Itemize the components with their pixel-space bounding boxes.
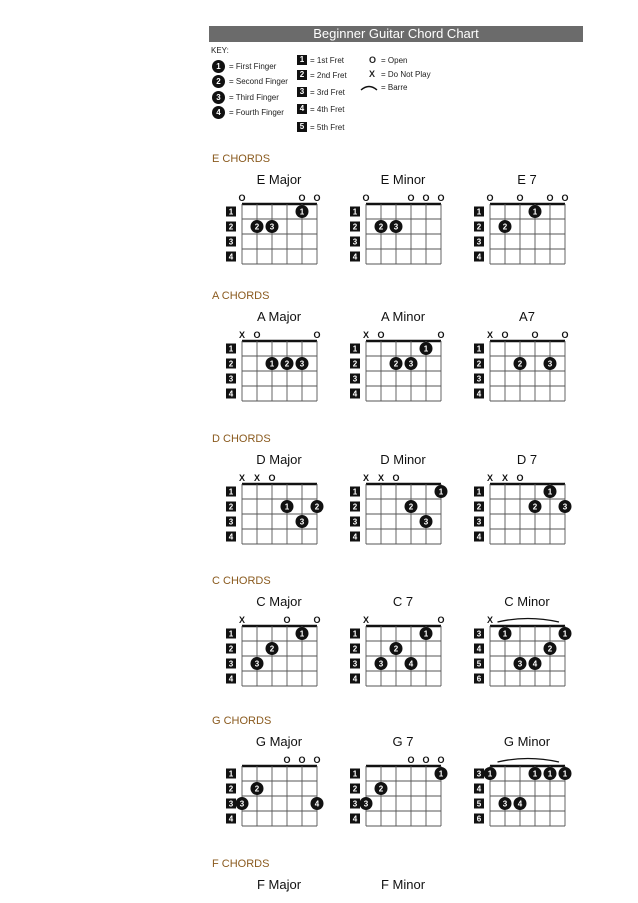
fret-number: 4 — [228, 814, 234, 824]
chord-name: G Major — [255, 734, 303, 749]
chord-name: A7 — [519, 309, 535, 324]
fret-number: 3 — [352, 517, 358, 527]
chord-diagram — [226, 452, 324, 544]
fret-1-label: = 1st Fret — [310, 56, 345, 65]
fret-number: 2 — [352, 359, 358, 369]
open-marker: O — [437, 330, 445, 340]
fret-number: 1 — [476, 487, 482, 497]
finger-2-label: = Second Finger — [229, 77, 288, 86]
finger-number: 4 — [517, 799, 523, 809]
chord-diagram — [350, 734, 448, 826]
open-marker: O — [437, 615, 445, 625]
open-marker: O — [501, 330, 509, 340]
finger-number: 4 — [532, 659, 538, 669]
finger-number: 2 — [502, 222, 508, 232]
chord-name: F Major — [256, 877, 302, 892]
barre-label: = Barre — [381, 83, 408, 92]
open-marker: O — [422, 193, 430, 203]
finger-number: 2 — [393, 359, 399, 369]
fret-number: 2 — [352, 644, 358, 654]
chord-name: E Minor — [380, 172, 426, 187]
open-marker: O — [407, 755, 415, 765]
key-label: KEY: — [211, 46, 229, 55]
mute-marker: X — [362, 615, 370, 625]
finger-number: 3 — [517, 659, 523, 669]
finger-number: 1 — [438, 769, 444, 779]
chart-title: Beginner Guitar Chord Chart — [313, 26, 479, 41]
fret-number: 4 — [228, 532, 234, 542]
finger-number: 1 — [299, 207, 305, 217]
fret-number: 4 — [352, 674, 358, 684]
fret-number: 1 — [228, 629, 234, 639]
finger-number: 2 — [314, 502, 320, 512]
fret-number: 5 — [476, 799, 482, 809]
fret-number: 2 — [352, 502, 358, 512]
chord-diagram — [226, 172, 321, 264]
finger-number: 1 — [438, 487, 444, 497]
fret-number: 6 — [476, 814, 482, 824]
fret-number: 3 — [352, 374, 358, 384]
fret-number: 4 — [228, 252, 234, 262]
finger-number: 3 — [378, 659, 384, 669]
open-marker: O — [377, 330, 385, 340]
fret-number: 2 — [476, 222, 482, 232]
chord-diagram — [474, 309, 569, 401]
fret-number: 4 — [476, 644, 482, 654]
open-marker: O — [253, 330, 261, 340]
section-heading: D CHORDS — [212, 433, 271, 445]
fret-number: 3 — [476, 374, 482, 384]
fret-number: 3 — [476, 769, 482, 779]
finger-number: 2 — [254, 784, 260, 794]
fret-number: 3 — [228, 374, 234, 384]
open-marker: O — [313, 615, 321, 625]
mute-marker: X — [238, 473, 246, 483]
fret-4-icon: 4 — [297, 104, 307, 114]
open-marker: O — [298, 755, 306, 765]
open-marker: O — [561, 193, 569, 203]
finger-3-label: = Third Finger — [229, 93, 279, 102]
chord-name: C 7 — [392, 594, 414, 609]
chord-name: A Minor — [380, 309, 426, 324]
fret-3-icon: 3 — [297, 87, 307, 97]
open-marker: O — [516, 193, 524, 203]
fret-number: 3 — [476, 629, 482, 639]
open-marker: O — [362, 193, 370, 203]
open-marker: O — [313, 330, 321, 340]
finger-number: 1 — [547, 769, 553, 779]
finger-number: 1 — [269, 359, 275, 369]
fret-number: 3 — [476, 237, 482, 247]
chord-name: D Major — [256, 452, 302, 467]
fret-number: 4 — [228, 674, 234, 684]
finger-number: 4 — [314, 799, 320, 809]
fret-number: 3 — [228, 799, 234, 809]
open-marker: O — [313, 193, 321, 203]
fret-5-icon: 5 — [297, 122, 307, 132]
chord-diagram — [350, 594, 445, 686]
finger-number: 1 — [547, 487, 553, 497]
finger-number: 1 — [487, 769, 493, 779]
barre-arc — [498, 619, 560, 623]
finger-number: 1 — [299, 629, 305, 639]
finger-number: 2 — [393, 644, 399, 654]
chord-diagram — [226, 309, 321, 401]
finger-number: 3 — [299, 359, 305, 369]
fret-number: 2 — [228, 784, 234, 794]
mute-marker: X — [501, 473, 509, 483]
finger-number: 2 — [284, 359, 290, 369]
chord-name: D 7 — [516, 452, 538, 467]
fret-number: 2 — [476, 359, 482, 369]
chord-diagram — [257, 877, 302, 892]
chord-diagram — [474, 594, 572, 686]
open-symbol-icon: O — [369, 55, 377, 65]
open-marker: O — [437, 755, 445, 765]
open-label: = Open — [381, 56, 408, 65]
fret-number: 1 — [228, 487, 234, 497]
fret-1-icon: 1 — [297, 55, 307, 65]
finger-number: 2 — [378, 784, 384, 794]
finger-number: 2 — [408, 502, 414, 512]
section-heading: A CHORDS — [212, 290, 270, 302]
chord-diagram — [350, 172, 445, 264]
fret-number: 1 — [352, 769, 358, 779]
mute-marker: X — [238, 330, 246, 340]
finger-number: 1 — [532, 769, 538, 779]
chord-name: G Minor — [503, 734, 551, 749]
fret-number: 2 — [228, 359, 234, 369]
chord-name: A Major — [256, 309, 302, 324]
finger-number: 3 — [562, 502, 568, 512]
section-heading: F CHORDS — [212, 858, 270, 870]
open-marker: O — [238, 193, 246, 203]
finger-number: 1 — [502, 629, 508, 639]
finger-4-icon: 4 — [212, 106, 225, 119]
mute-marker: X — [238, 615, 246, 625]
fret-number: 3 — [352, 799, 358, 809]
fret-3-label: = 3rd Fret — [310, 88, 345, 97]
chord-diagram — [474, 734, 572, 826]
fret-number: 3 — [352, 237, 358, 247]
open-marker: O — [486, 193, 494, 203]
chord-name: F Minor — [380, 877, 426, 892]
fret-number: 1 — [352, 344, 358, 354]
finger-number: 2 — [547, 644, 553, 654]
finger-number: 3 — [299, 517, 305, 527]
mute-marker: X — [362, 473, 370, 483]
open-marker: O — [313, 755, 321, 765]
finger-number: 1 — [423, 344, 429, 354]
chord-diagram — [226, 594, 321, 686]
finger-number: 1 — [562, 629, 568, 639]
fret-number: 4 — [476, 389, 482, 399]
fret-number: 2 — [476, 502, 482, 512]
fret-number: 4 — [228, 389, 234, 399]
fret-number: 6 — [476, 674, 482, 684]
fret-number: 2 — [352, 222, 358, 232]
section-heading: E CHORDS — [212, 153, 271, 165]
fret-number: 3 — [476, 517, 482, 527]
mute-marker: X — [486, 473, 494, 483]
fret-number: 1 — [228, 769, 234, 779]
barre-arc — [498, 759, 560, 763]
fret-number: 1 — [476, 207, 482, 217]
mute-symbol-icon: X — [369, 69, 376, 79]
finger-number: 3 — [393, 222, 399, 232]
chord-diagram — [350, 309, 445, 401]
fret-number: 2 — [352, 784, 358, 794]
open-marker: O — [283, 755, 291, 765]
fret-number: 3 — [228, 237, 234, 247]
finger-number: 3 — [408, 359, 414, 369]
open-marker: O — [392, 473, 400, 483]
fret-number: 1 — [352, 207, 358, 217]
finger-1-icon: 1 — [212, 60, 225, 73]
mute-label: = Do Not Play — [381, 70, 431, 79]
chord-diagram — [474, 172, 569, 264]
mute-marker: X — [377, 473, 385, 483]
finger-number: 3 — [254, 659, 260, 669]
open-marker: O — [546, 193, 554, 203]
chord-diagram — [350, 452, 448, 544]
finger-number: 3 — [363, 799, 369, 809]
finger-number: 2 — [532, 502, 538, 512]
open-marker: O — [437, 193, 445, 203]
fret-number: 2 — [228, 644, 234, 654]
mute-marker: X — [486, 615, 494, 625]
open-marker: O — [531, 330, 539, 340]
finger-number: 4 — [408, 659, 414, 669]
open-marker: O — [407, 193, 415, 203]
fret-number: 3 — [352, 659, 358, 669]
open-marker: O — [283, 615, 291, 625]
finger-3-icon: 3 — [212, 91, 225, 104]
fret-5-label: = 5th Fret — [310, 123, 345, 132]
chord-diagram — [381, 877, 426, 892]
fret-number: 2 — [228, 222, 234, 232]
finger-number: 1 — [532, 207, 538, 217]
finger-1-label: = First Finger — [229, 62, 277, 71]
finger-number: 1 — [562, 769, 568, 779]
section-heading: C CHORDS — [212, 575, 271, 587]
finger-number: 1 — [284, 502, 290, 512]
chord-diagram — [474, 452, 572, 544]
section-heading: G CHORDS — [212, 715, 272, 727]
fret-number: 1 — [352, 487, 358, 497]
finger-number: 2 — [254, 222, 260, 232]
fret-number: 1 — [476, 344, 482, 354]
chord-name: E 7 — [517, 172, 537, 187]
fret-2-icon: 2 — [297, 70, 307, 80]
finger-2-icon: 2 — [212, 75, 225, 88]
finger-number: 3 — [239, 799, 245, 809]
open-marker: O — [516, 473, 524, 483]
fret-number: 4 — [352, 532, 358, 542]
chord-name: D Minor — [380, 452, 426, 467]
finger-number: 3 — [423, 517, 429, 527]
finger-number: 3 — [269, 222, 275, 232]
finger-number: 2 — [378, 222, 384, 232]
fret-number: 5 — [476, 659, 482, 669]
fret-number: 3 — [228, 659, 234, 669]
fret-number: 4 — [352, 814, 358, 824]
fret-number: 4 — [476, 252, 482, 262]
finger-number: 2 — [517, 359, 523, 369]
mute-marker: X — [253, 473, 261, 483]
chord-name: E Major — [256, 172, 302, 187]
fret-number: 2 — [228, 502, 234, 512]
open-marker: O — [561, 330, 569, 340]
fret-number: 4 — [352, 252, 358, 262]
open-marker: O — [298, 193, 306, 203]
fret-number: 1 — [228, 344, 234, 354]
chord-name: G 7 — [392, 734, 414, 749]
fret-number: 1 — [352, 629, 358, 639]
fret-number: 4 — [476, 532, 482, 542]
chord-diagram — [226, 734, 324, 826]
fret-number: 3 — [228, 517, 234, 527]
open-marker: O — [268, 473, 276, 483]
finger-number: 2 — [269, 644, 275, 654]
finger-number: 3 — [502, 799, 508, 809]
fret-number: 1 — [228, 207, 234, 217]
finger-number: 3 — [547, 359, 553, 369]
finger-4-label: = Fourth Finger — [229, 108, 284, 117]
chord-name: C Minor — [504, 594, 550, 609]
fret-number: 4 — [352, 389, 358, 399]
fret-4-label: = 4th Fret — [310, 105, 345, 114]
finger-number: 1 — [423, 629, 429, 639]
fret-number: 4 — [476, 784, 482, 794]
mute-marker: X — [486, 330, 494, 340]
fret-2-label: = 2nd Fret — [310, 71, 347, 80]
chord-name: C Major — [256, 594, 302, 609]
open-marker: O — [422, 755, 430, 765]
mute-marker: X — [362, 330, 370, 340]
